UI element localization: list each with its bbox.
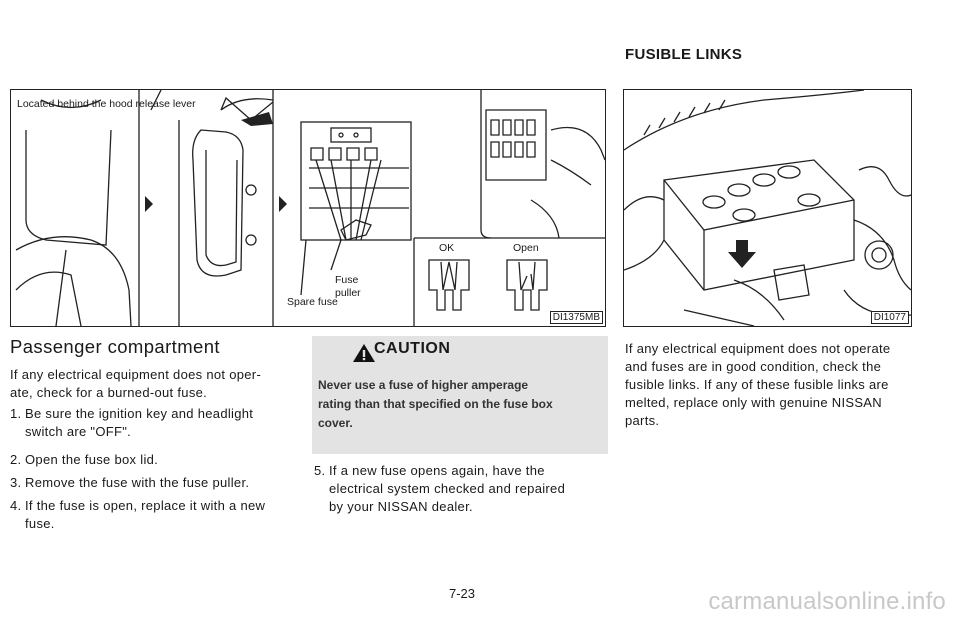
step-text: Open the fuse box lid. (25, 452, 159, 467)
hood-release-location-label: Located behind the hood release lever (17, 98, 196, 110)
step-1 (10, 405, 305, 445)
paragraph-line: melted, replace only with genuine NISSAN (625, 395, 882, 410)
caution-line: cover. (318, 416, 353, 430)
figure-code: DI1077 (871, 311, 909, 324)
step-text: electrical system checked and repaired (329, 481, 566, 496)
section-title-passenger-compartment: Passenger compartment (10, 336, 220, 357)
step-number: 4. (10, 498, 22, 513)
spare-fuse-label: Spare fuse (287, 296, 338, 308)
step-text: If the fuse is open, replace it with a new (25, 498, 266, 513)
warning-triangle-icon (352, 343, 376, 363)
puller-label: puller (335, 287, 361, 299)
fusible-links-illustration (623, 89, 912, 327)
step-number: 5. (314, 463, 326, 478)
step-number: 2. (10, 452, 22, 467)
intro-line: ate, check for a burned-out fuse. (10, 385, 208, 400)
watermark: carmanualsonline.info (708, 588, 946, 615)
caution-line: Never use a fuse of higher amperage (318, 378, 529, 392)
ok-fuse-label: OK (439, 242, 455, 254)
fuse-box-illustration (10, 89, 606, 327)
fusible-links-paragraph (625, 340, 925, 430)
intro-paragraph (10, 366, 300, 402)
fuse-box-drawing (11, 90, 605, 326)
step-5 (314, 462, 609, 522)
step-2 (10, 451, 305, 471)
section-heading-fusible-links: FUSIBLE LINKS (625, 46, 743, 63)
fuse-label: Fuse (335, 274, 359, 286)
open-fuse-label: Open (513, 242, 539, 254)
step-number: 1. (10, 406, 22, 421)
page-number: 7-23 (449, 586, 476, 601)
figure-code: DI1375MB (550, 311, 603, 324)
step-text: switch are "OFF". (25, 424, 132, 439)
step-text: by your NISSAN dealer. (329, 499, 473, 514)
step-text: Remove the fuse with the fuse puller. (25, 475, 250, 490)
caution-title: CAUTION (374, 340, 451, 357)
step-text: fuse. (25, 516, 55, 531)
fusible-links-drawing (624, 90, 911, 326)
step-text: If a new fuse opens again, have the (329, 463, 545, 478)
step-text: Be sure the ignition key and headlight (25, 406, 254, 421)
caution-text (318, 376, 598, 433)
paragraph-line: If any electrical equipment does not operate (625, 341, 891, 356)
paragraph-line: parts. (625, 413, 660, 428)
step-3 (10, 474, 305, 494)
intro-line: If any electrical equipment does not oper- (10, 367, 262, 382)
paragraph-line: fusible links. If any of these fusible links are (625, 377, 889, 392)
step-number: 3. (10, 475, 22, 490)
step-4 (10, 497, 305, 537)
caution-line: rating than that specified on the fuse box (318, 397, 553, 411)
paragraph-line: and fuses are in good condition, check the (625, 359, 882, 374)
caution-box (312, 336, 608, 454)
